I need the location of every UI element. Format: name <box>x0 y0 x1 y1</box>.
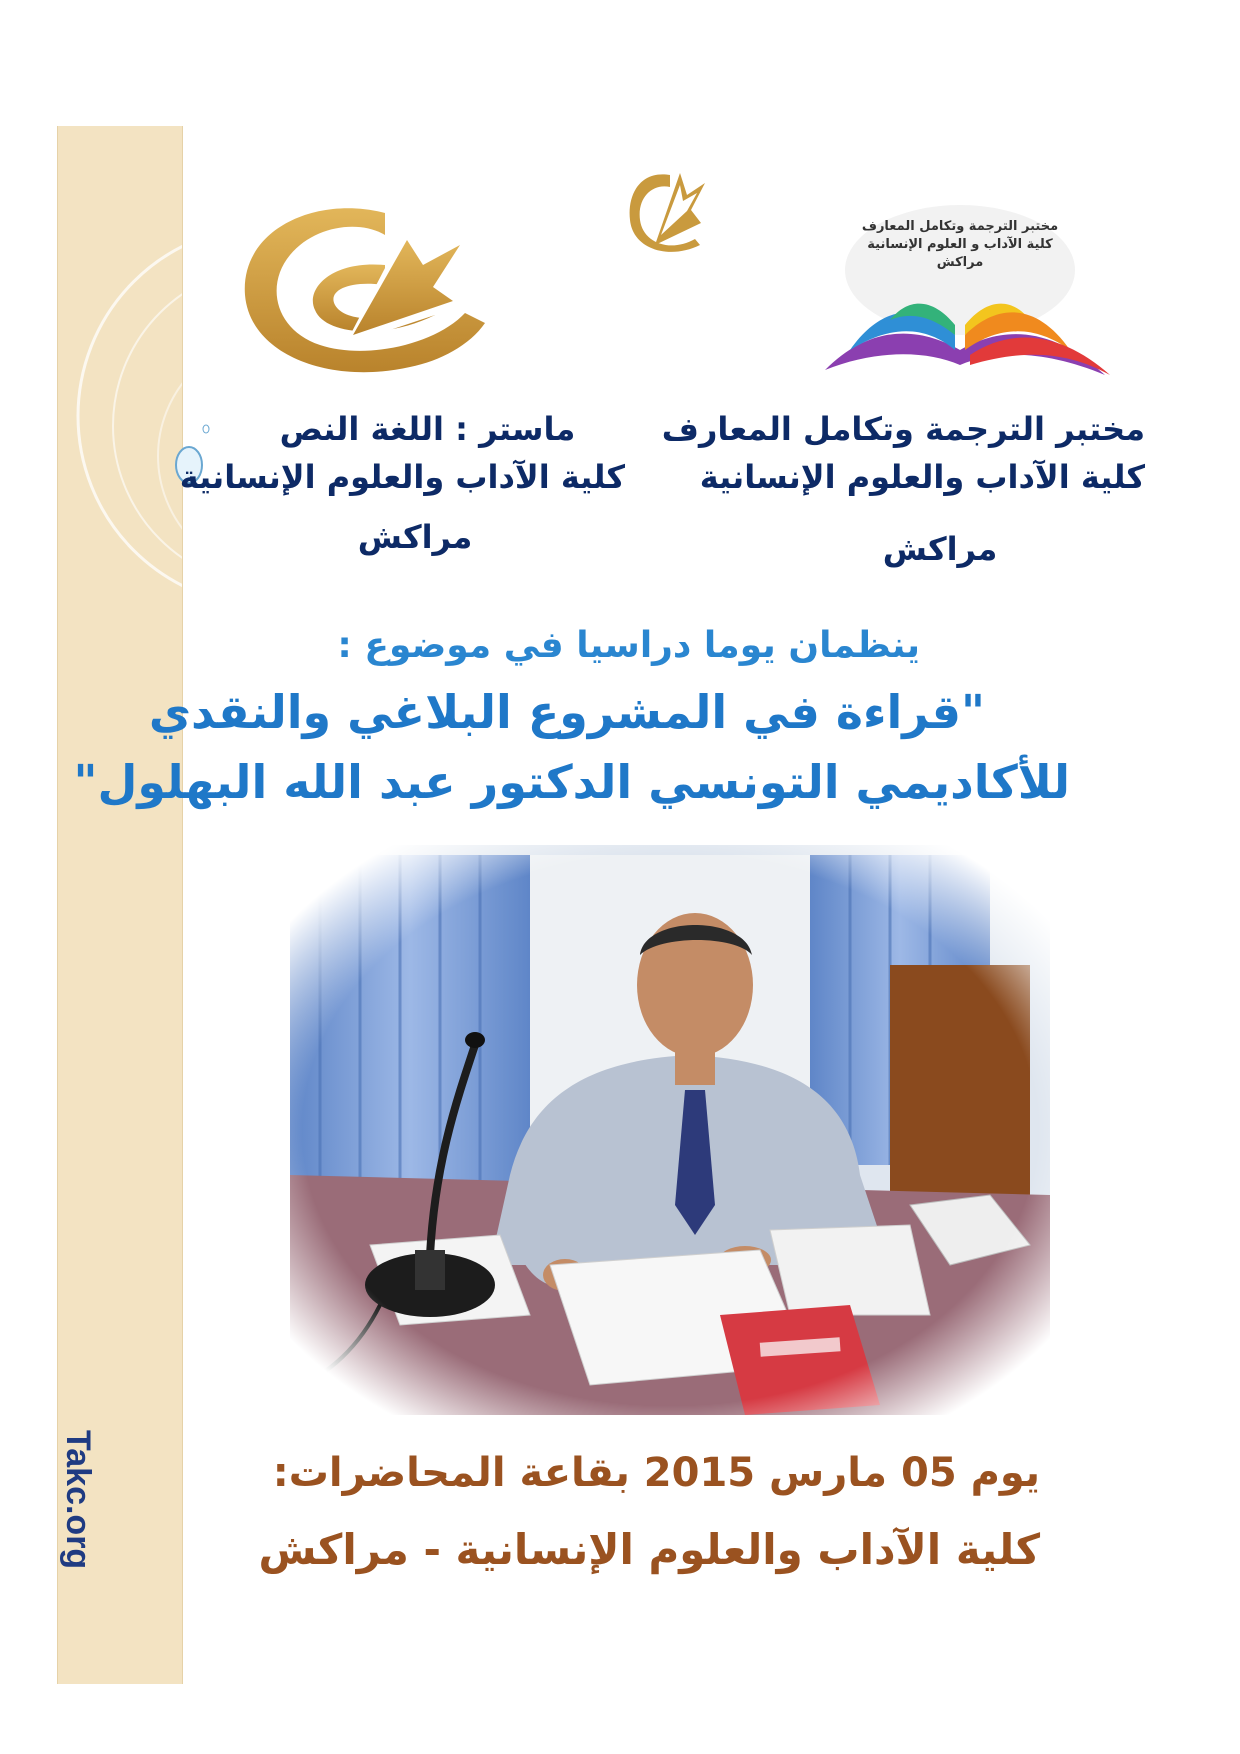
lab-logo-text <box>835 218 1085 272</box>
lab-org-line2: كلية الآداب والعلوم الإنسانية <box>699 458 1145 496</box>
speaker-photo <box>290 845 1050 1415</box>
event-intro: ينظمان يوما دراسيا في موضوع : <box>337 625 920 666</box>
master-org-line2: كلية الآداب والعلوم الإنسانية <box>179 458 625 496</box>
footer-place-line: كلية الآداب والعلوم الإنسانية - مراكش <box>258 1525 1040 1574</box>
event-title-line1: "قراءة في المشروع البلاغي والنقدي <box>148 685 985 739</box>
lab-org-line1: مختبر الترجمة وتكامل المعارف <box>661 410 1145 448</box>
lab-logo-line3: مراكش <box>936 255 984 270</box>
site-label: Takc.org <box>59 1430 97 1570</box>
lab-logo-line2: كلية الآداب و العلوم الإنسانية <box>867 237 1053 252</box>
lab-org-line3: مراكش <box>882 530 998 568</box>
master-logo <box>235 195 495 385</box>
event-title-line2: للأكاديمي التونسي الدكتور عبد الله البهلول" <box>73 755 1070 809</box>
lab-logo-line1: مختبر الترجمة وتكامل المعارف <box>861 219 1059 234</box>
footer-date-line: يوم 05 مارس 2015 بقاعة المحاضرات: <box>272 1450 1040 1496</box>
small-logo <box>625 165 710 265</box>
master-org-line3: مراكش <box>357 518 473 556</box>
lab-logo <box>795 200 1125 390</box>
master-org-line1: ماستر : اللغة النص <box>279 410 576 448</box>
